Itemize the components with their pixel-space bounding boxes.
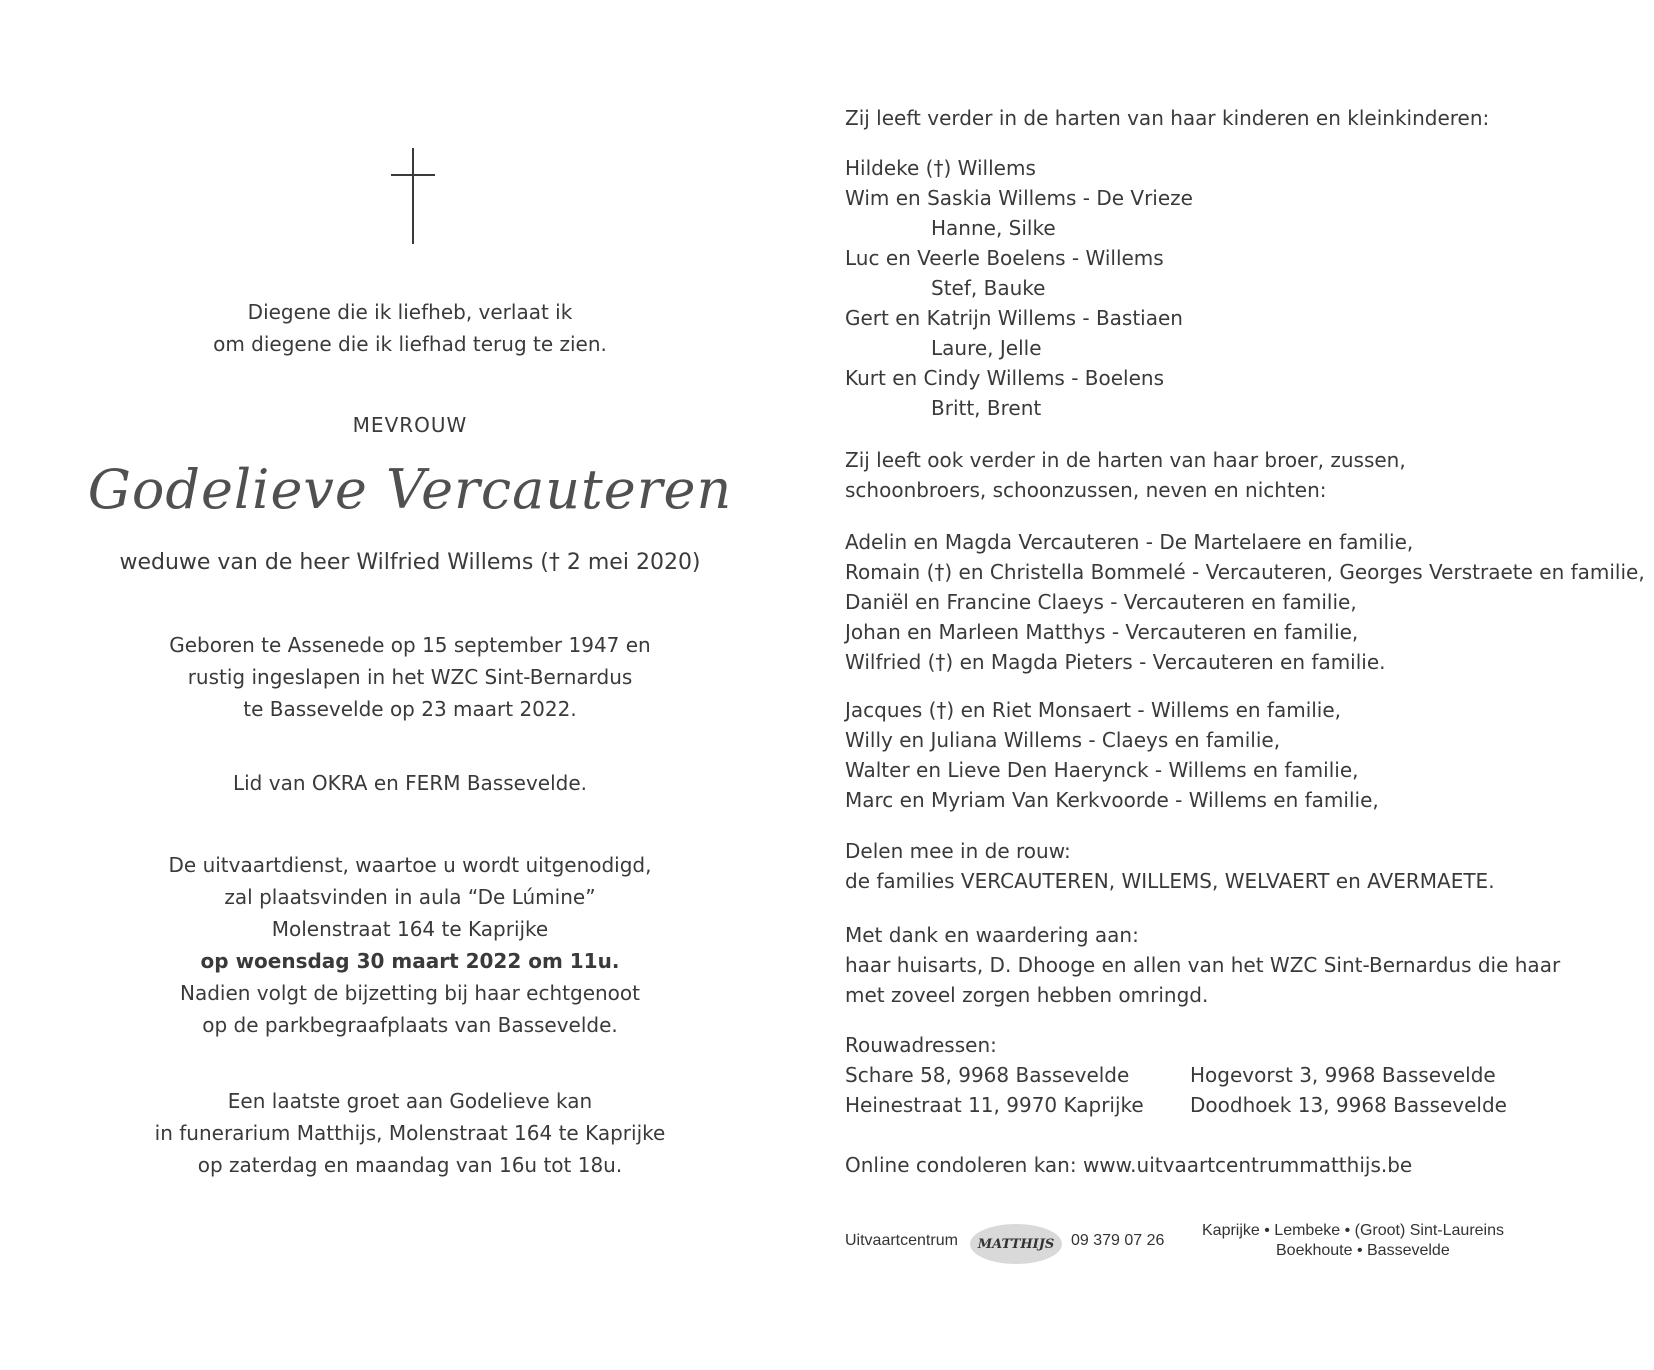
list-item: Jacques (†) en Riet Monsaert - Willems en familie, xyxy=(845,698,1342,722)
list-item: Kurt en Cindy Willems - Boelens xyxy=(845,366,1165,390)
locations-line-1: Kaprijke • Lembeke • (Groot) Sint-Laureins xyxy=(1202,1222,1504,1239)
birth-death-info: Geboren te Assenede op 15 september 1947 en rustig ingeslapen in het WZC Sint-Bernardus te Bassevelde op 23 maart 2022. xyxy=(169,633,651,721)
list-item: Stef, Bauke xyxy=(931,276,1046,300)
matthijs-logo: MATTHIJS xyxy=(970,1224,1062,1264)
addresses xyxy=(845,1060,1510,1120)
children-list xyxy=(845,153,1193,423)
online-condolence: Online condoleren kan: www.uitvaartcentrummatthijs.be xyxy=(845,1153,1413,1177)
company-name: Uitvaartcentrum xyxy=(845,1232,958,1249)
phone-number: 09 379 07 26 xyxy=(1071,1232,1165,1249)
deceased-name: Godelieve Vercauteren xyxy=(87,458,733,521)
list-item: Laure, Jelle xyxy=(931,336,1042,360)
address: Heinestraat 11, 9970 Kaprijke xyxy=(845,1093,1144,1117)
list-item: Hildeke (†) Willems xyxy=(845,156,1036,180)
list-item: Gert en Katrijn Willems - Bastiaen xyxy=(845,306,1183,330)
family-list-2 xyxy=(845,695,1379,815)
list-item: Luc en Veerle Boelens - Willems xyxy=(845,246,1164,270)
list-item: Daniël en Francine Claeys - Vercauteren en familie, xyxy=(845,590,1357,614)
relatives-intro: Zij leeft ook verder in de harten van haar broer, zussen, schoonbroers, schoonzussen, neven en nichten: xyxy=(845,448,1406,502)
children-intro: Zij leeft verder in de harten van haar kinderen en kleinkinderen: xyxy=(845,106,1490,130)
list-item: Wim en Saskia Willems - De Vrieze xyxy=(845,186,1193,210)
list-item: Hanne, Silke xyxy=(931,216,1056,240)
family-list-1 xyxy=(845,527,1645,677)
address: Doodhoek 13, 9968 Bassevelde xyxy=(1190,1093,1507,1117)
locations-line-2: Boekhoute • Bassevelde xyxy=(1276,1242,1450,1259)
motto: Diegene die ik liefheb, verlaat ik om diegene die ik liefhad terug te zien. xyxy=(213,300,607,356)
list-item: Walter en Lieve Den Haerynck - Willems en familie, xyxy=(845,758,1359,782)
list-item: Johan en Marleen Matthys - Vercauteren en familie, xyxy=(845,620,1359,644)
list-item: Adelin en Magda Vercauteren - De Martelaere en familie, xyxy=(845,530,1414,554)
thanks: Met dank en waardering aan: haar huisarts, D. Dhooge en allen van het WZC Sint-Bernardus die haar met zoveel zorgen hebben omringd. xyxy=(845,923,1561,1007)
list-item: Britt, Brent xyxy=(931,396,1042,420)
service-date: op woensdag 30 maart 2022 om 11u. xyxy=(200,949,620,973)
honorific: MEVROUW xyxy=(352,413,468,437)
addresses-heading: Rouwadressen: xyxy=(845,1033,997,1057)
membership: Lid van OKRA en FERM Bassevelde. xyxy=(232,771,588,795)
widow-line: weduwe van de heer Wilfried Willems († 2 mei 2020) xyxy=(119,550,701,575)
list-item: Wilfried (†) en Magda Pieters - Vercauteren en familie. xyxy=(845,650,1386,674)
cross-icon xyxy=(391,148,435,244)
list-item: Marc en Myriam Van Kerkvoorde - Willems en familie, xyxy=(845,788,1379,812)
address: Hogevorst 3, 9968 Bassevelde xyxy=(1190,1063,1496,1087)
list-item: Willy en Juliana Willems - Claeys en familie, xyxy=(845,728,1281,752)
address: Schare 58, 9968 Bassevelde xyxy=(845,1063,1130,1087)
mourning-families: Delen mee in de rouw: de families VERCAUTEREN, WILLEMS, WELVAERT en AVERMAETE. xyxy=(845,839,1495,893)
list-item: Romain (†) en Christella Bommelé - Vercauteren, Georges Verstraete en familie, xyxy=(845,560,1645,584)
last-greeting: Een laatste groet aan Godelieve kan in funerarium Matthijs, Molenstraat 164 te Kaprijke op zaterdag en maandag van 16u tot 18u. xyxy=(154,1089,666,1177)
funeral-service: De uitvaartdienst, waartoe u wordt uitgenodigd, zal plaatsvinden in aula “De Lúmine” Molenstraat 164 te Kaprijke op woensdag 30 maart 2022 om 11u. Nadien volgt de bijzetting bij haar echtgenoot op de parkbegraafplaats van Bassevelde. xyxy=(60,849,760,1041)
